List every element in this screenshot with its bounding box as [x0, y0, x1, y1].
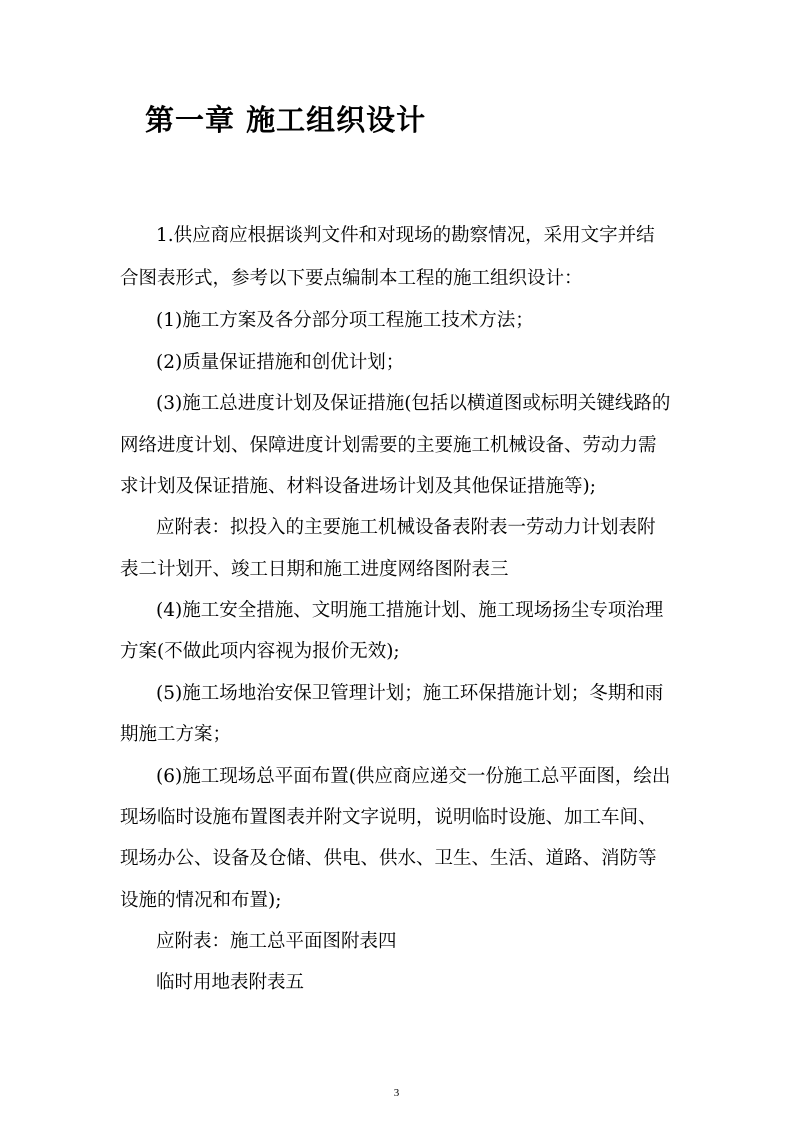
page-number: 3 — [393, 1087, 400, 1099]
paragraph-1-line-2: 合图表形式，参考以下要点编制本工程的施工组织设计： — [120, 268, 583, 289]
item-1-line-1: (1)施工方案及各分部分项工程施工技术方法； — [156, 310, 534, 331]
item-2-line-1: (2)质量保证措施和创优计划； — [156, 352, 405, 373]
item-6-line-3: 现场办公、设备及仓储、供电、供水、卫生、生活、道路、消防等 — [120, 848, 657, 869]
item-3-line-3: 求计划及保证措施、材料设备进场计划及其他保证措施等); — [120, 476, 596, 497]
item-3-line-1: (3)施工总进度计划及保证措施(包括以横道图或标明关键线路的 — [156, 393, 671, 414]
item-3-line-2: 网络进度计划、保障进度计划需要的主要施工机械设备、劳动力需 — [120, 435, 657, 456]
attachment-note-2-line-2: 临时用地表附表五 — [156, 972, 305, 993]
item-6-line-4: 设施的情况和布置); — [120, 890, 282, 911]
item-6-line-2: 现场临时设施布置图表并附文字说明，说明临时设施、加工车间、 — [120, 807, 657, 828]
item-4-line-2: 方案(不做此项内容视为报价无效); — [120, 641, 400, 662]
item-5-line-2: 期施工方案； — [120, 724, 232, 745]
attachment-note-2-line-1: 应附表：施工总平面图附表四 — [156, 931, 397, 952]
paragraph-1-line-1: 1.供应商应根据谈判文件和对现场的勘察情况，采用文字并结 — [156, 225, 655, 246]
item-4-line-1: (4)施工安全措施、文明施工措施计划、施工现场扬尘专项治理 — [156, 600, 664, 621]
attachment-note-1-line-2: 表二计划开、竣工日期和施工进度网络图附表三 — [120, 559, 509, 580]
item-5-line-1: (5)施工场地治安保卫管理计划；施工环保措施计划；冬期和雨 — [156, 683, 664, 704]
item-6-line-1: (6)施工现场总平面布置(供应商应递交一份施工总平面图，绘出 — [156, 766, 671, 787]
chapter-title: 第一章 施工组织设计 — [145, 103, 427, 137]
attachment-note-1-line-1: 应附表：拟投入的主要施工机械设备表附表一劳动力计划表附 — [156, 517, 656, 538]
